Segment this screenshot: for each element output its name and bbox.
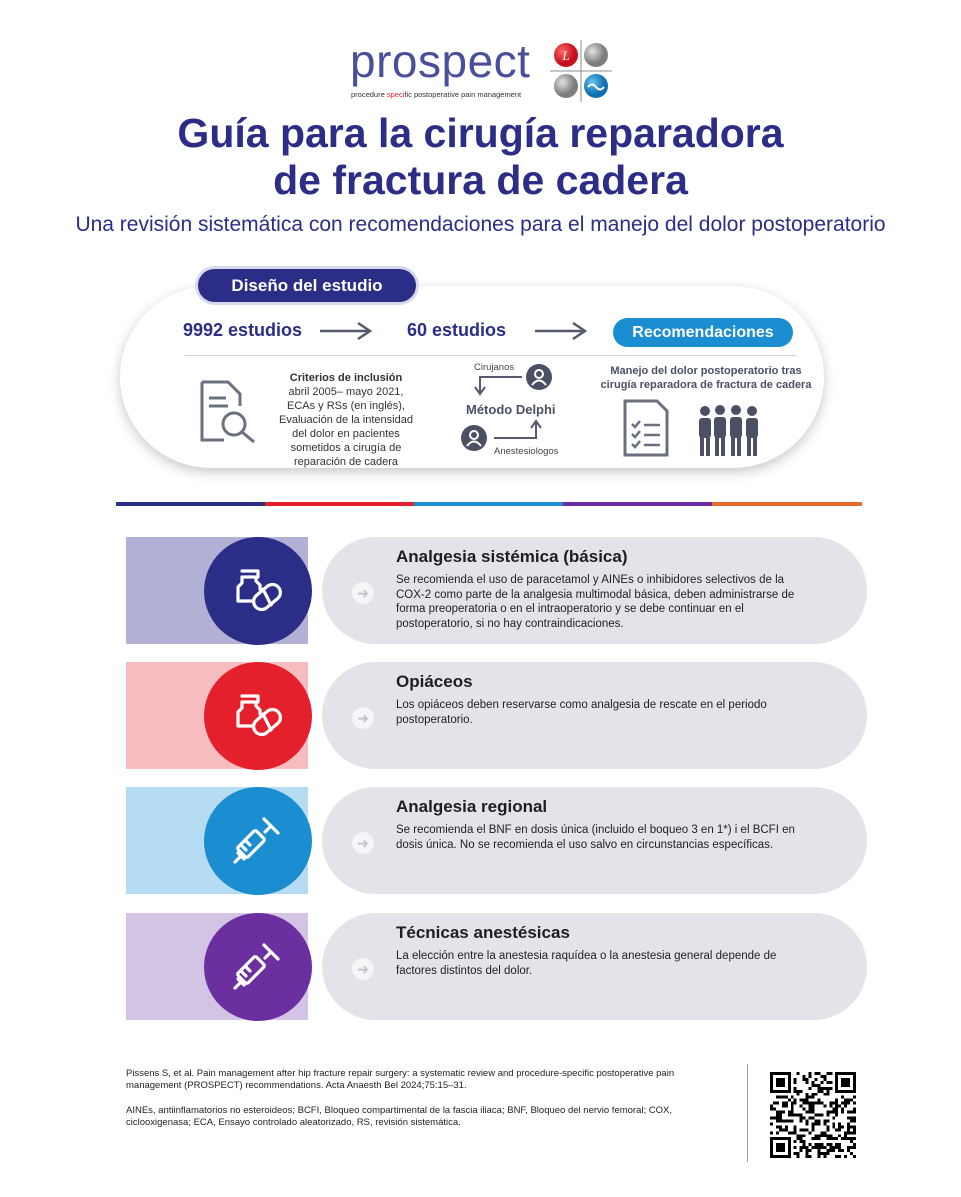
color-bar-segment xyxy=(265,502,415,506)
anesthesiologists-label: Anestesiologos xyxy=(494,446,559,457)
arrow-circle-icon: ➜ xyxy=(352,707,374,729)
delphi-method: Método Delphi xyxy=(466,402,556,417)
arrow-up-icon xyxy=(492,418,546,442)
arrow-circle-icon: ➜ xyxy=(352,958,374,980)
person-icon xyxy=(461,425,487,451)
recommendation-title: Analgesia regional xyxy=(396,797,548,816)
logo-wordmark: prospect xyxy=(350,35,531,87)
divider xyxy=(185,355,797,356)
page-subtitle: Una revisión sistemática con recomendaciones para el manejo del dolor postoperatorio xyxy=(75,213,886,236)
pills-icon xyxy=(204,537,312,645)
recommendation-text: Se recomienda el BNF en dosis única (incluido el boqueo 3 en 1*) i el BCFI en dosis única. No se recomienda el uso salvo en circunstancias específicas. xyxy=(396,824,795,851)
color-bar-segment xyxy=(116,502,266,506)
footer-abbreviations: AINEs, antiinflamatorios no esteroideos; BCFI, Bloqueo compartimental de la fascia iliaca; BNF, Bloqueo del nervio femoral; COX, ciclooxigenasa; ECA, Ensayo controlado aleatorizado, RS, revisión sistemática. xyxy=(126,1105,672,1128)
recommendation-title: Opiáceos xyxy=(396,672,473,691)
checklist-icon xyxy=(622,398,670,458)
management-description: Manejo del dolor postoperatorio tras cirugía reparadora de fractura de cadera xyxy=(600,365,812,391)
arrow-right-icon xyxy=(533,320,589,342)
surgeons-label: Cirujanos xyxy=(474,362,515,373)
studies-count-included: 60 estudios xyxy=(407,320,507,340)
inclusion-criteria: Criterios de inclusión abril 2005– mayo 2021, ECAs y RSs (en inglés), Evaluación de la intensidad del dolor en pacientes sometidos a cirugía de reparación de cadera xyxy=(279,372,413,468)
recommendation-text: La elección entre la anestesia raquídea o la anestesia general depende de factores distintos del dolor. xyxy=(396,950,777,977)
color-bar-segment xyxy=(563,502,713,506)
syringe-icon xyxy=(204,787,312,895)
recommendations-label: Recomendaciones xyxy=(613,318,793,347)
prospect-logo-mark xyxy=(550,40,614,104)
pills-icon xyxy=(204,662,312,770)
recommendation-title: Técnicas anestésicas xyxy=(396,923,570,942)
studies-count-initial: 9992 estudios xyxy=(183,320,303,340)
page-title: Guía para la cirugía reparadora de fractura de cadera xyxy=(177,110,784,203)
recommendation-title: Analgesia sistémica (básica) xyxy=(396,547,628,566)
group-icon xyxy=(697,404,763,458)
footer-reference: Pissens S, et al. Pain management after hip fracture repair surgery: a systematic review and procedure-specific postoperative pain management (PROSPECT) recommendations. Acta Anaesth Bel 2024;75:15–31. xyxy=(126,1068,675,1091)
color-bar-segment xyxy=(712,502,862,506)
arrow-right-icon xyxy=(318,320,374,342)
footer-divider xyxy=(747,1064,748,1162)
recommendation-text: Se recomienda el uso de paracetamol y AINEs o inhibidores selectivos de la COX-2 como parte de la analgesia multimodal básica, deben administrarse de forma preoperatoria o en el intraoperatorio y se debe continuar en el postoperatorio, si no hay contraindicaciones. xyxy=(396,574,795,630)
person-icon xyxy=(526,364,552,390)
color-bar-segment xyxy=(414,502,564,506)
logo-tagline: procedure specific postoperative pain management xyxy=(351,90,522,99)
recommendation-text: Los opiáceos deben reservarse como analgesia de rescate en el periodo postoperatorio. xyxy=(396,699,767,726)
arrow-circle-icon: ➜ xyxy=(352,832,374,854)
document-search-icon xyxy=(198,380,258,444)
qr-code[interactable] xyxy=(770,1072,856,1158)
study-design-label: Diseño del estudio xyxy=(198,269,416,302)
svg-text:L: L xyxy=(562,48,570,63)
arrow-left-icon xyxy=(470,373,524,397)
syringe-icon xyxy=(204,913,312,1021)
arrow-circle-icon: ➜ xyxy=(352,582,374,604)
